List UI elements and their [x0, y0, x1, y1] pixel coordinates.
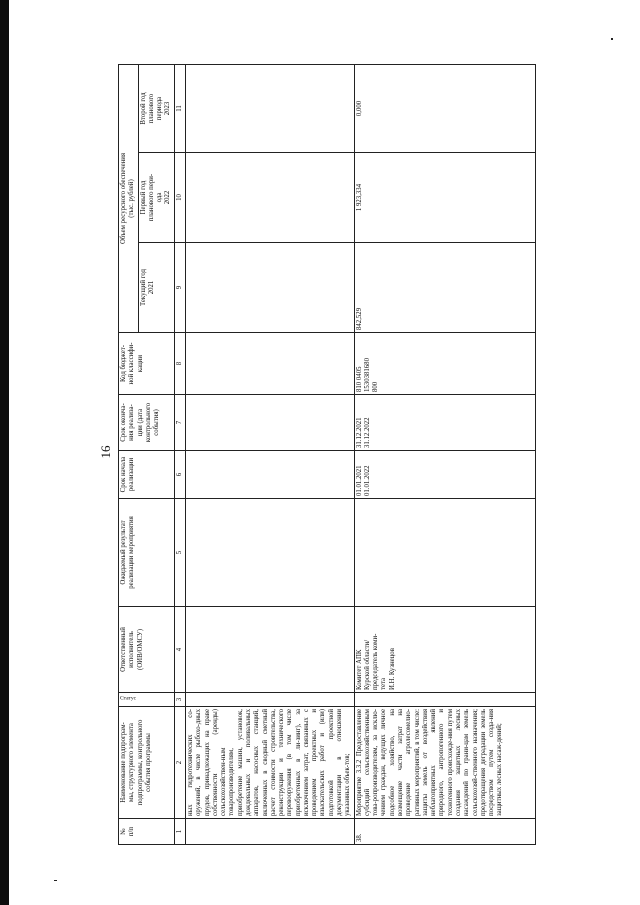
colnum-1: 1 — [174, 819, 185, 845]
row-38-code: 810 0405 1530381680 800 — [354, 333, 535, 395]
colnum-3: 3 — [174, 693, 185, 707]
column-number-row — [174, 64, 185, 844]
header-2021: Текущий год 2021 — [138, 243, 174, 333]
colnum-7: 7 — [174, 395, 185, 451]
row-38-executor: Комитет АПК Курской области/ председатель коми- тета И.Н. Кузнецов — [354, 607, 535, 693]
row-38-name: Мероприятие 3.3.2 Предоставление субсидий сельскохозяйственным това-ропроизводителям, за исклю-чением граждан, ведущих личное подсобное хозяйство, на возмещение части затрат на проведение агролесомелио-ративных мероприятий, в том числе: защиты земель от воздействия неблагоприятных явлений природного, антропогенного и техногенного происхожде-ния путем создания защитных лесных насаждений по грани-цам земель сельскохозяй-ственного назначения; предотвращения деградации земель посредством путем созда-ния защитных лесных насаж-дений; — [354, 707, 535, 819]
header-code: Код бюджет- ной классифи- кации — [119, 333, 175, 395]
colnum-10: 10 — [174, 153, 185, 243]
row-cont-name: ных гидротехнических со-оружений, в числе рыбохо-дных прудов, принадлежащих на праве собственности (аренды) сельскохозяйствен-ным товаропроизводителям, приобретение машин, установок, дождевальных и поливальных аппаратов, насосных станций, включенных в сводный сметный расчет стоимости строительства, реконструкции и технического перевооружения (в том числе приобретенных в ли-зинг), за исключением затрат, связанных с проведением проектных и изыскательских работ и (или) подготовкой проектной документации в отношении указанных объек-тов; — [185, 707, 354, 819]
header-row — [119, 64, 139, 844]
header-2023: Второй год планового периода 2023 — [138, 64, 174, 152]
header-executor: Ответственный исполнитель (ОИВ/ОМСУ) — [119, 607, 175, 693]
header-start: Срок начала реализации — [119, 451, 175, 499]
colnum-2: 2 — [174, 707, 185, 819]
rotated-page — [118, 65, 638, 845]
row-38-2021: 842,529 — [354, 243, 535, 333]
header-num: № п/п — [119, 819, 175, 845]
header-funding: Объем ресурсного обеспечения (тыс. рублей) — [119, 64, 139, 332]
program-table — [118, 64, 536, 845]
row-38-num: 38. — [354, 819, 535, 845]
table-row — [354, 64, 535, 844]
header-2022: Первый год планового пери- ода 2022 — [138, 153, 174, 243]
scan-speck — [54, 880, 57, 881]
header-status-text: Статус — [120, 695, 137, 702]
page-number: 16 — [98, 445, 113, 459]
row-38-2023: 0,000 — [354, 64, 535, 152]
row-38-2022: 1 923,334 — [354, 153, 535, 243]
colnum-5: 5 — [174, 499, 185, 607]
row-38-end: 31.12.2021 31.12.2022 — [354, 395, 535, 451]
scan-speck — [611, 38, 613, 40]
header-name: Наименование подпрограм- мы, структурного элемента подпрограммы, контрольного события программы — [119, 707, 175, 819]
row-38-start: 01.01.2021 01.01.2022 — [354, 451, 535, 499]
colnum-8: 8 — [174, 333, 185, 395]
table-row — [185, 64, 354, 844]
colnum-6: 6 — [174, 451, 185, 499]
header-result: Ожидаемый результат реализации мероприятия — [119, 499, 175, 607]
colnum-9: 9 — [174, 243, 185, 333]
colnum-11: 11 — [174, 64, 185, 152]
header-status — [119, 693, 175, 707]
header-end: Срок оконча- ния реализа- ции (дата контрольного события) — [119, 395, 175, 451]
colnum-4: 4 — [174, 607, 185, 693]
scan-edge-bar — [0, 0, 9, 905]
